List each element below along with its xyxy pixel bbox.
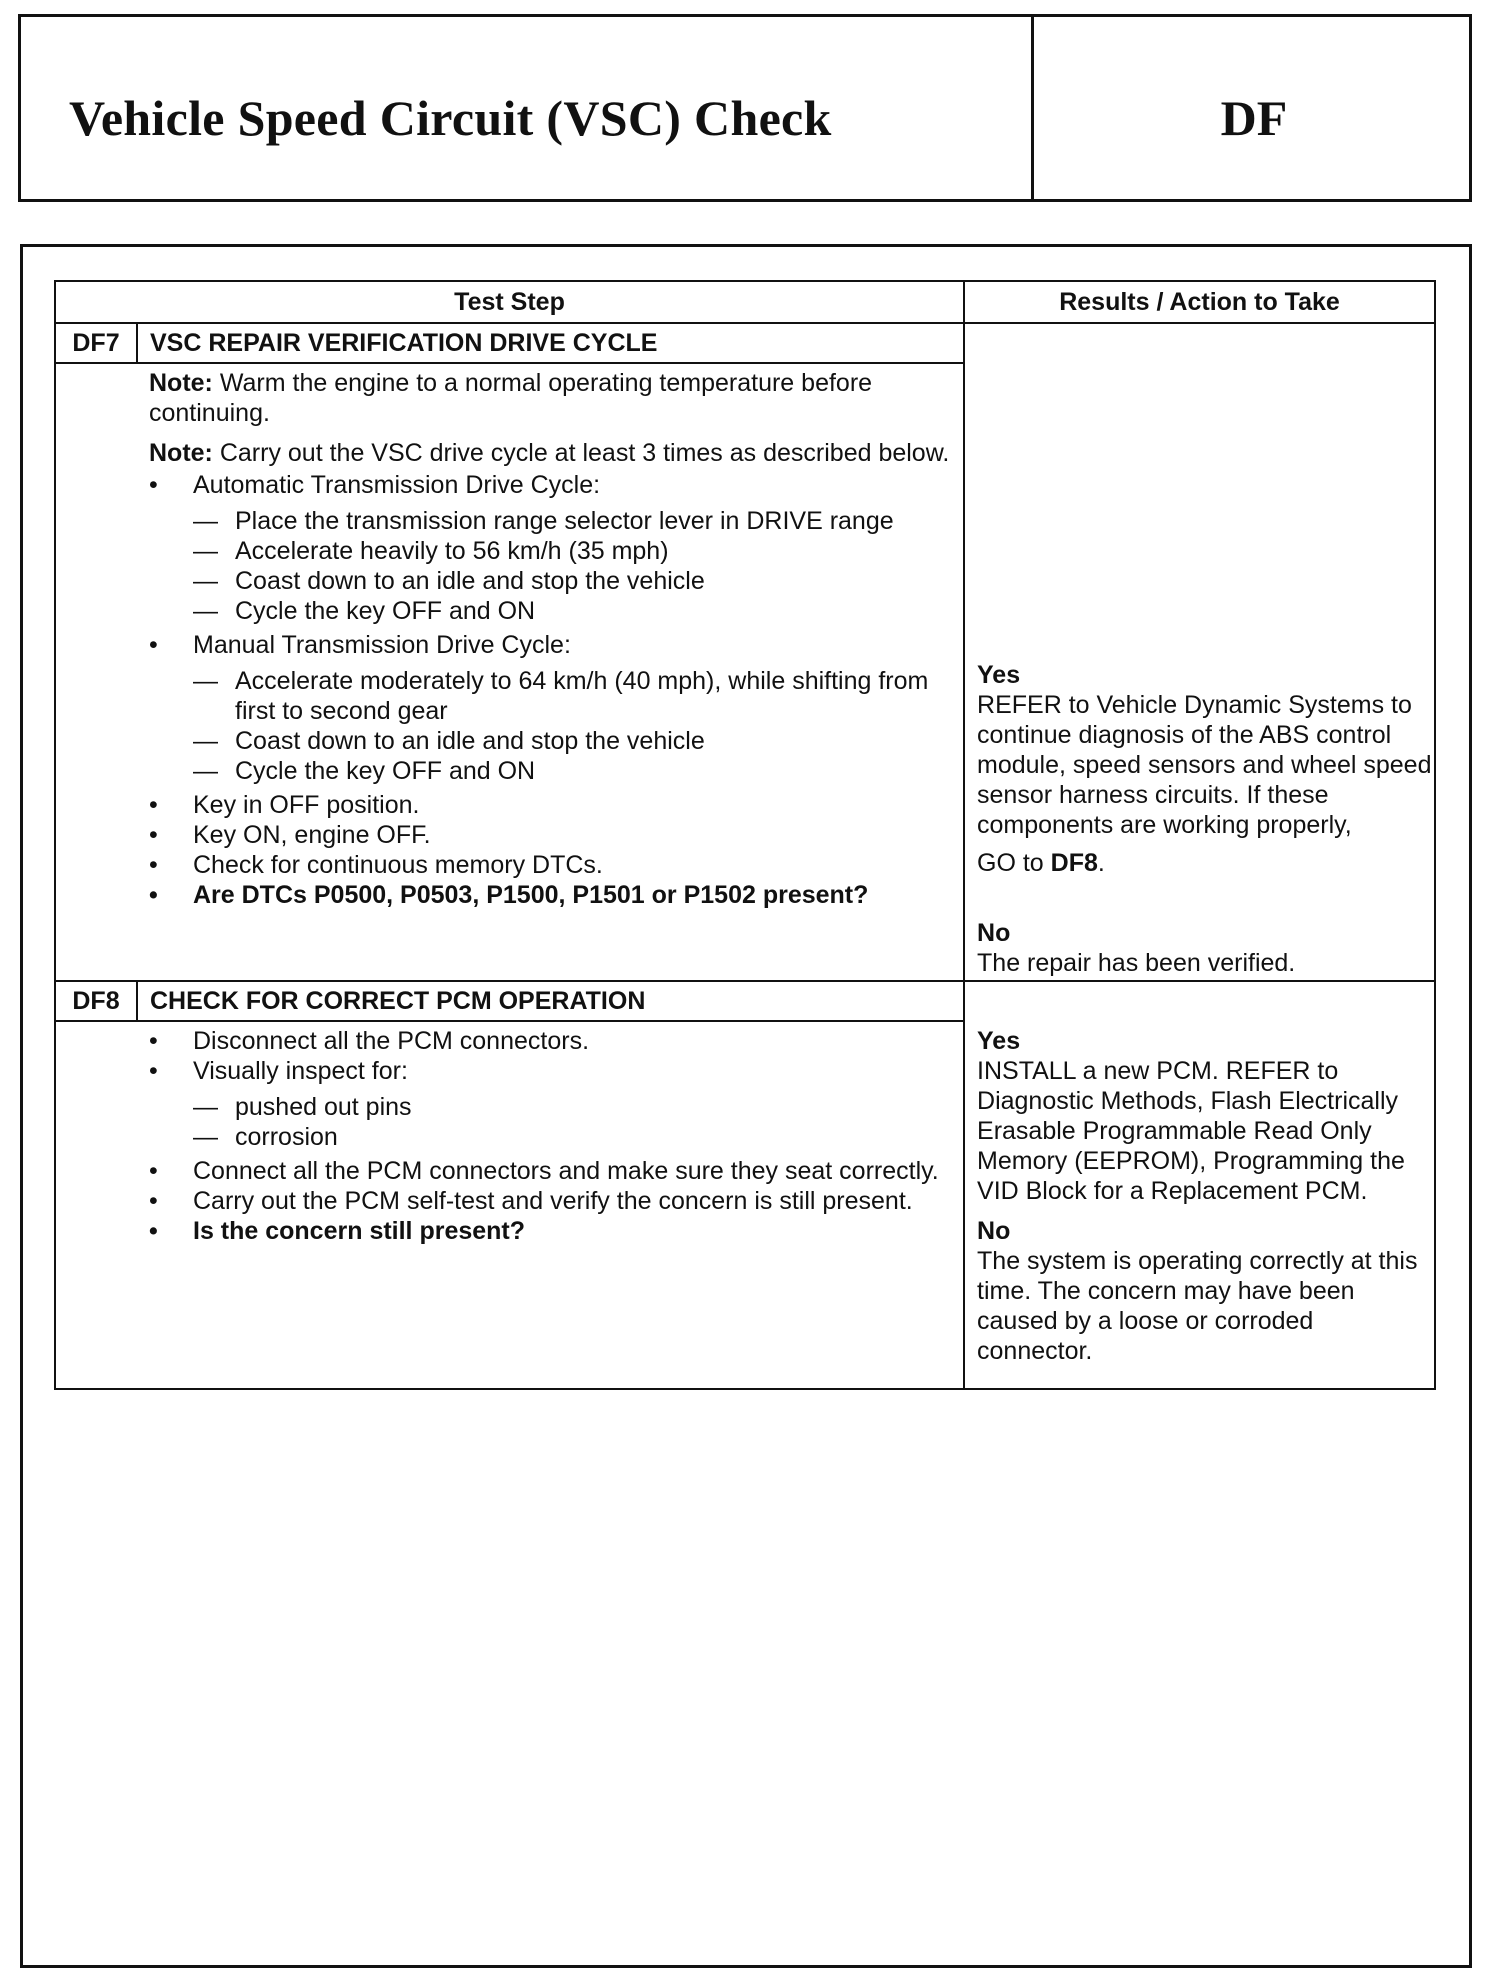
step-question: • Are DTCs P0500, P0503, P1500, P1501 or P1502 present?: [149, 880, 951, 910]
result-no-text: The system is operating correctly at this time. The concern may have been caused by a loose or corroded connector.: [977, 1247, 1418, 1365]
table-row: [55, 981, 1435, 1021]
result-no-text: The repair has been verified.: [977, 949, 1296, 977]
note-drive-cycle: Note: Carry out the VSC drive cycle at least 3 times as described below.: [149, 439, 950, 467]
list-item: — Coast down to an idle and stop the vehicle: [193, 566, 951, 596]
list-item: • Automatic Transmission Drive Cycle: — Place the transmission range selector lever in DRIVE range — Accelerate heavily to 56 km/h (35 mph) — Coast down to an idle and stop the vehicle — Cycle the key OFF and ON: [149, 470, 951, 626]
list-item: — Accelerate moderately to 64 km/h (40 mph), while shifting from first to second gear: [193, 666, 951, 726]
list-item: • Visually inspect for: — pushed out pins — corrosion: [149, 1056, 951, 1152]
results-df7: [964, 323, 1435, 981]
page-header: [18, 14, 1472, 202]
header-divider: [1031, 17, 1034, 199]
result-yes-text: INSTALL a new PCM. REFER to Diagnostic Methods, Flash Electrically Erasable Programmable Read Only Memory (EEPROM), Programming the VID Block for a Replacement PCM.: [977, 1057, 1405, 1205]
step-id-spacer: [55, 1021, 137, 1389]
result-no-label: No: [977, 919, 1011, 947]
list-item: • Manual Transmission Drive Cycle: — Accelerate moderately to 64 km/h (40 mph), while shifting from first to second gear — Coast down to an idle and stop the vehicle — Cycle the key OFF and ON: [149, 630, 951, 786]
list-item: — Cycle the key OFF and ON: [193, 756, 951, 786]
goto-link[interactable]: DF8: [1050, 849, 1098, 877]
list-item: • Connect all the PCM connectors and make sure they seat correctly.: [149, 1156, 951, 1186]
note-warm-engine: Note: Warm the engine to a normal operating temperature before continuing.: [149, 369, 873, 427]
step-id-df8: DF8: [55, 981, 137, 1021]
list-item: • Carry out the PCM self-test and verify the concern is still present.: [149, 1186, 951, 1216]
step-content-df8: [137, 1021, 964, 1389]
step-id-spacer: [55, 363, 137, 981]
table-header-row: [55, 281, 1435, 323]
list-item: — corrosion: [193, 1122, 951, 1152]
list-item: • Disconnect all the PCM connectors.: [149, 1026, 951, 1056]
column-header-test-step: Test Step: [55, 281, 964, 323]
list-item: • Check for continuous memory DTCs.: [149, 850, 951, 880]
step-question: • Is the concern still present?: [149, 1216, 951, 1246]
list-item: — Place the transmission range selector lever in DRIVE range: [193, 506, 951, 536]
step-title-df7: VSC REPAIR VERIFICATION DRIVE CYCLE: [137, 323, 964, 363]
column-header-results: Results / Action to Take: [964, 281, 1435, 323]
result-yes-label: Yes: [977, 1027, 1021, 1055]
step-content-df7: [137, 363, 964, 981]
list-item: • Key ON, engine OFF.: [149, 820, 951, 850]
list-item: • Key in OFF position.: [149, 790, 951, 820]
list-item: — Coast down to an idle and stop the vehicle: [193, 726, 951, 756]
list-item: — pushed out pins: [193, 1092, 951, 1122]
list-item: — Cycle the key OFF and ON: [193, 596, 951, 626]
result-goto: GO to DF8.: [977, 849, 1105, 877]
result-yes-text: REFER to Vehicle Dynamic Systems to continue diagnosis of the ABS control module, speed sensors and wheel speed sensor harness circuits. If these components are working properly,: [977, 691, 1432, 839]
list-item: — Accelerate heavily to 56 km/h (35 mph): [193, 536, 951, 566]
result-no-label: No: [977, 1217, 1011, 1245]
step-title-df8: CHECK FOR CORRECT PCM OPERATION: [137, 981, 964, 1021]
page-title: Vehicle Speed Circuit (VSC) Check: [69, 90, 832, 146]
results-df8: [964, 981, 1435, 1389]
diagnostic-table: [54, 280, 1436, 1390]
section-code: DF: [1220, 90, 1288, 146]
result-yes-label: Yes: [977, 661, 1021, 689]
table-row: [55, 323, 1435, 363]
step-id-df7: DF7: [55, 323, 137, 363]
